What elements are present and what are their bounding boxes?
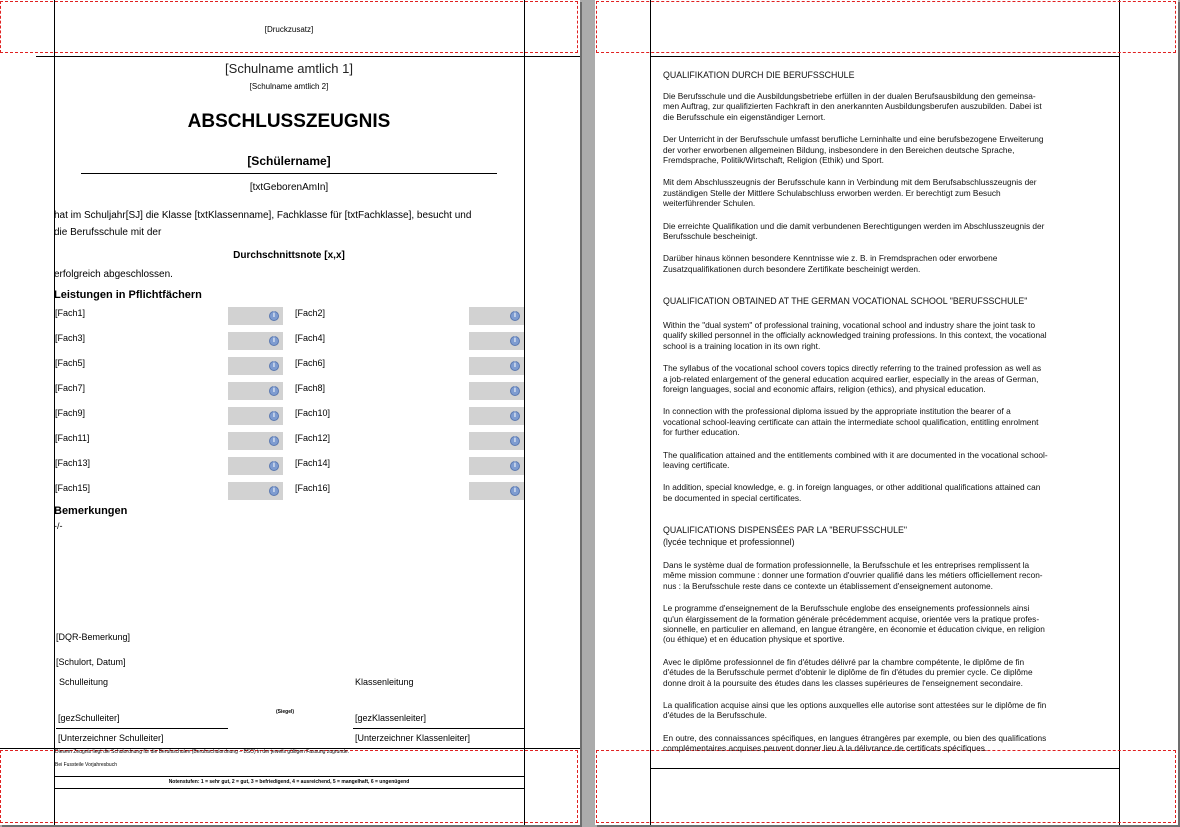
- principal-signature-line: [56, 728, 228, 729]
- info-icon[interactable]: i: [269, 461, 279, 471]
- subject-label: [Fach6]: [295, 358, 326, 368]
- subject-label: [Fach11]: [55, 433, 90, 443]
- subject-label: [Fach2]: [295, 308, 326, 318]
- footer-note: Bei Fussteile Vorjahresbuch: [55, 762, 117, 768]
- info-icon[interactable]: i: [269, 436, 279, 446]
- remarks-text: -/-: [54, 521, 63, 531]
- paragraph-line: En outre, des connaissances spécifiques, en langues étrangères par exemple, ou bien des qualifications: [663, 732, 1047, 743]
- subject-label: [Fach12]: [295, 433, 331, 443]
- subject-label: [Fach4]: [295, 333, 326, 343]
- info-icon[interactable]: i: [269, 486, 279, 496]
- paragraph-line: Dans le système dual de formation professionnelle, la Berufsschule et les entreprises remplissent la: [663, 560, 1030, 570]
- grade-field[interactable]: [469, 382, 524, 400]
- seal-placeholder: (Siegel): [276, 709, 295, 715]
- paragraph-line: weiterführender Schulen.: [663, 198, 756, 209]
- paragraph-line: Die Berufsschule und die Ausbildungsbetriebe erfüllen in der dualen Berufsausbildung den gemeinsa-: [663, 91, 1036, 101]
- grade-field[interactable]: [469, 407, 524, 425]
- info-icon[interactable]: i: [269, 361, 279, 371]
- school-name-official-2: [Schulname amtlich 2]: [249, 82, 329, 91]
- paragraph-line: d'études de la Berufsschule.: [663, 710, 767, 721]
- paragraph-line: vocational school-leaving certificate can attain the intermediate school qualification, entitling enrolment: [663, 416, 1039, 427]
- info-icon[interactable]: i: [510, 411, 520, 421]
- paragraph-line: Within the "dual system" of professional training, vocational school and industry share the joint task to: [663, 320, 1036, 330]
- header-print-area-p2: [596, 1, 1176, 53]
- info-icon[interactable]: i: [269, 411, 279, 421]
- class-teacher-label: Klassenleitung: [355, 677, 414, 687]
- paragraph-line: The syllabus of the vocational school covers topics directly referring to the trained profession as well as: [663, 363, 1042, 374]
- paragraph-line: Mit dem Abschlusszeugnis der Berufsschule kann in Verbindung mit dem Berufsabschlusszeugnis der: [663, 177, 1037, 188]
- section-heading: QUALIFICATION OBTAINED AT THE GERMAN VOCATIONAL SCHOOL "BERUFSSCHULE": [663, 296, 1028, 306]
- completion-text: erfolgreich abgeschlossen.: [54, 269, 173, 280]
- paragraph-line: Die erreichte Qualifikation und die damit verbundenen Berechtigungen werden im Abschlusszeugnis der: [663, 220, 1045, 231]
- paragraph-line: donne droit à la poursuite des études dans les classes supérieures de l'enseignement secondaire.: [663, 677, 1023, 688]
- paragraph-line: die Berufsschule ein eigenständiger Lernort.: [663, 111, 826, 122]
- signed-principal: [gezSchulleiter]: [58, 713, 120, 723]
- paragraph-line: In connection with the professional diploma issued by the appropriate institution the bearer of a: [663, 406, 1011, 417]
- margin-line-right: [524, 0, 525, 825]
- footer-print-area: [0, 750, 578, 823]
- info-icon[interactable]: i: [510, 386, 520, 396]
- info-icon[interactable]: i: [510, 461, 520, 471]
- grade-field[interactable]: [228, 332, 283, 350]
- student-name-underline: [81, 173, 497, 174]
- margin-line-right-p2: [1119, 0, 1120, 825]
- grade-scale-bottom-rule: [54, 788, 524, 789]
- subject-label: [Fach7]: [55, 383, 86, 393]
- signed-class-teacher: [gezKlassenleiter]: [355, 713, 427, 723]
- paragraph-line: Der Unterricht in der Berufsschule umfasst berufliche Lerninhalte und eine berufsbezogene Erweiterung: [663, 134, 1044, 145]
- footer-legal-text: Diesem Zeugnis liegt die Schulordnung für die Berufsschulen (Berufsschulordnung – BSO) in der jeweils gültigen Fassung zugrunde.: [55, 749, 350, 755]
- paragraph-line: Le programme d'enseignement de la Berufsschule englobe des enseignements professionnels ainsi: [663, 603, 1030, 614]
- paragraph-line: La qualification acquise ainsi que les options auxquelles elle autorise sont attestées sur le diplôme de fin: [663, 700, 1047, 710]
- info-icon[interactable]: i: [510, 436, 520, 446]
- paragraph-line: complémentaires acquises peuvent donner lieu à la délivrance de certificats spécifiques.: [663, 743, 988, 754]
- grade-field[interactable]: [228, 357, 283, 375]
- grade-field[interactable]: [228, 482, 283, 500]
- section-heading: QUALIFICATIONS DISPENSÉES PAR LA "BERUFSSCHULE": [663, 525, 907, 535]
- class-teacher-signer: [Unterzeichner Klassenleiter]: [355, 733, 471, 743]
- school-name-official-1: [Schulname amtlich 1]: [225, 61, 353, 76]
- grade-scale-top-rule: [54, 776, 524, 777]
- paragraph-line: d'études de la Berufsschule permet d'obtenir le diplôme de fin d'études du premier cycle. Ce diplôme: [663, 667, 1033, 678]
- paragraph-line: a job-related enlargement of the general education acquired earlier, especially in the areas of German,: [663, 373, 1039, 384]
- principal-signer: [Unterzeichner Schulleiter]: [58, 733, 164, 743]
- paragraph-line: der vorher erworbenen allgemeinen Bildung, insbesondere in den Bereichen deutsche Sprache,: [663, 144, 1015, 155]
- grade-scale: Notenstufen: 1 = sehr gut, 2 = gut, 3 = befriedigend, 4 = ausreichend, 5 = mangelhaft, 6 = ungenügend: [168, 779, 410, 785]
- subject-label: [Fach14]: [295, 458, 331, 468]
- grade-field[interactable]: [469, 332, 524, 350]
- info-icon[interactable]: i: [510, 361, 520, 371]
- info-icon[interactable]: i: [269, 336, 279, 346]
- paragraph-line: leaving certificate.: [663, 460, 730, 470]
- subject-label: [Fach3]: [55, 333, 86, 343]
- subject-label: [Fach1]: [55, 308, 86, 318]
- intro-text-line-2: die Berufsschule mit der: [54, 227, 162, 238]
- class-teacher-signature-line: [353, 728, 524, 729]
- subject-label: [Fach10]: [295, 408, 331, 418]
- grade-field[interactable]: [228, 407, 283, 425]
- remarks-heading: Bemerkungen: [54, 505, 128, 517]
- principal-label: Schulleitung: [59, 677, 109, 687]
- header-divider-p2: [650, 56, 1119, 57]
- paragraph-line: Berufsschule bescheinigt.: [663, 231, 758, 241]
- print-addition: [Druckzusatz]: [264, 25, 314, 34]
- student-name: [Schülername]: [247, 154, 331, 168]
- grade-field[interactable]: [469, 457, 524, 475]
- paragraph-line: school is a training location in its own right.: [663, 340, 821, 351]
- grade-field[interactable]: [228, 307, 283, 325]
- header-divider: [36, 56, 580, 57]
- subject-label: [Fach13]: [55, 458, 91, 468]
- birth-info: [txtGeborenAmIn]: [249, 182, 329, 193]
- paragraph-line: (ou éthique) et en éducation physique et sportive.: [663, 634, 845, 645]
- section-heading: QUALIFIKATION DURCH DIE BERUFSSCHULE: [663, 70, 855, 80]
- subject-label: [Fach9]: [55, 408, 86, 418]
- paragraph-line: Fremdsprache, Politik/Wirtschaft, Religion (Ethik) und Sport.: [663, 155, 884, 165]
- paragraph-line: qualify skilled personnel in the officially acknowledged training professions. In this context, the vocational: [663, 330, 1047, 341]
- grade-field[interactable]: [469, 482, 524, 500]
- paragraph-line: Darüber hinaus können besondere Kenntnisse wie z. B. in Fremdsprachen oder erworbene: [663, 253, 998, 264]
- paragraph-line: même mission commune : donner une formation d'ouvrier qualifié dans les métiers officiellement recon-: [663, 570, 1043, 581]
- subject-label: [Fach5]: [55, 358, 86, 368]
- grade-field[interactable]: [228, 432, 283, 450]
- dqr-remark: [DQR-Bemerkung]: [56, 632, 131, 642]
- section-heading: (lycée technique et professionnel): [663, 537, 795, 547]
- grade-field[interactable]: [228, 382, 283, 400]
- info-icon[interactable]: i: [510, 486, 520, 496]
- grade-field[interactable]: [469, 432, 524, 450]
- paragraph-line: be documented in special certificates.: [663, 492, 802, 503]
- grade-field[interactable]: [469, 307, 524, 325]
- grade-field[interactable]: [228, 457, 283, 475]
- paragraph-line: qu'un élargissement de la formation générale précédemment acquise, orientée vers la pratique profes-: [663, 613, 1040, 624]
- paragraph-line: for further education.: [663, 427, 740, 438]
- average-grade: Durchschnittsnote [x,x]: [233, 250, 345, 261]
- paragraph-line: Zusatzqualifikationen durch besondere Zertifikate bescheinigt werden.: [663, 263, 921, 274]
- subject-label: [Fach15]: [55, 483, 91, 493]
- paragraph-line: In addition, special knowledge, e. g. in foreign languages, or other additional qualifications attained can: [663, 482, 1041, 493]
- info-icon[interactable]: i: [269, 386, 279, 396]
- paragraph-line: men Auftrag, zur qualifizierten Fachkraft in den anerkannten Ausbildungsberufen auszubilden. Dabei ist: [663, 101, 1042, 112]
- footer-print-area-p2: [596, 750, 1176, 823]
- page-title: ABSCHLUSSZEUGNIS: [187, 111, 391, 132]
- subject-label: [Fach8]: [295, 383, 326, 393]
- paragraph-line: foreign languages, social and economic affairs, religion (ethics), and physical education.: [663, 384, 986, 394]
- paragraph-line: sionnelle, en particulier en allemand, en langue étrangère, en économie et éducation civique, en religion: [663, 624, 1045, 634]
- intro-text-line-1: hat im Schuljahr[SJ] die Klasse [txtKlassenname], Fachklasse für [txtFachklasse], besucht und: [54, 210, 472, 221]
- paragraph-line: nus : la Berufsschule reste dans ce contexte un établissement d'enseignement autonome.: [663, 580, 993, 591]
- subjects-heading: Leistungen in Pflichtfächern: [54, 289, 202, 301]
- paragraph-line: zuständigen Stelle der Mittlere Schulabschluss erworben werden. Er berechtigt zum Besuch: [663, 187, 1001, 198]
- subject-label: [Fach16]: [295, 483, 331, 493]
- grade-field[interactable]: [469, 357, 524, 375]
- place-date: [Schulort, Datum]: [56, 657, 126, 667]
- margin-line-left-p2: [650, 0, 651, 825]
- info-icon[interactable]: i: [510, 311, 520, 321]
- info-icon[interactable]: i: [269, 311, 279, 321]
- info-icon[interactable]: i: [510, 336, 520, 346]
- paragraph-line: The qualification attained and the entitlements combined with it are documented in the vocational school-: [663, 449, 1048, 460]
- paragraph-line: Avec le diplôme professionnel de fin d'études délivré par la chambre compétente, le diplôme de fin: [663, 656, 1025, 667]
